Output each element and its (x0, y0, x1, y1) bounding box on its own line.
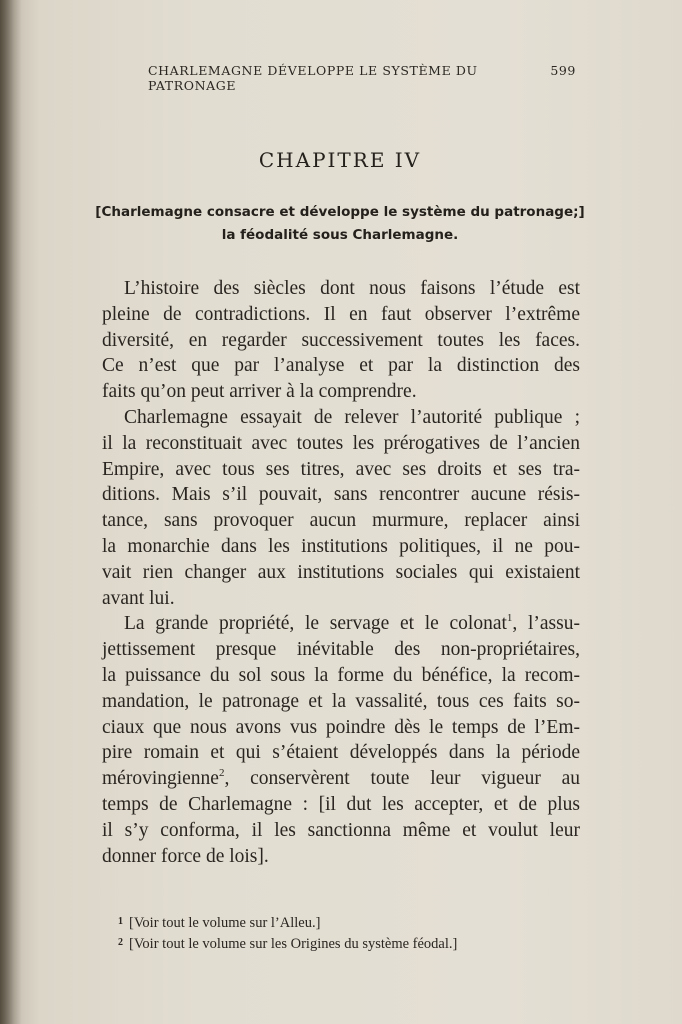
text-line: il s’y conforma, il les sanctionna même et voulut leur (102, 819, 580, 841)
running-title: CHARLEMAGNE DÉVELOPPE LE SYSTÈME DU PATRONAGE (148, 63, 478, 93)
text-line: tance, sans provoquer aucun murmure, replacer ainsi (102, 510, 580, 532)
page-number: 599 (550, 63, 576, 78)
text-line: jettissement presque inévitable des non-propriétaires, (102, 639, 580, 661)
footnote-mark-1: 1 (506, 612, 513, 625)
chapter-title: CHAPITRE IV (258, 148, 422, 172)
text-line: faits qu’on peut arriver à la comprendre. (102, 381, 417, 403)
footnote-text: [Voir tout le volume sur l’Alleu.] (129, 915, 321, 931)
running-head (148, 63, 576, 93)
text-fragment: , l’assu- (512, 613, 580, 635)
text-line: la monarchie dans les institutions politiques, il ne pou- (102, 535, 580, 557)
footnote-number: 2 (118, 937, 123, 948)
chapter-summary (95, 201, 585, 247)
text-line-with-footnote (102, 766, 580, 792)
text-line: mandation, le patronage et la vassalité, tous ces faits so- (102, 690, 580, 712)
text-line: Ce n’est que par l’analyse et par la distinction des (102, 355, 580, 377)
text-line: vait rien changer aux institutions sociales qui existaient (102, 561, 580, 583)
text-line: il la reconstituait avec toutes les prérogatives de l’ancien (102, 432, 580, 454)
text-line: diversité, en regarder successivement toutes les faces. (102, 329, 580, 351)
text-line: Empire, avec tous ses titres, avec ses droits et ses tra- (102, 458, 580, 480)
footnote-number: 1 (118, 916, 123, 927)
footnote-2 (118, 933, 538, 954)
text-line: pleine de contradictions. Il en faut observer l’extrême (102, 303, 580, 325)
text-line: pire romain et qui s’étaient développés dans la période (102, 742, 580, 764)
footnote-text: [Voir tout le volume sur les Origines du système féodal.] (129, 936, 458, 952)
footnote-1 (118, 912, 538, 933)
summary-line: la féodalité sous Charlemagne. (221, 227, 459, 243)
text-line: ditions. Mais s’il pouvait, sans rencontrer aucune résis- (102, 484, 580, 506)
text-fragment: mérovingienne (102, 768, 219, 790)
text-fragment: La grande propriété, le servage et le colonat (124, 613, 507, 635)
summary-line: [Charlemagne consacre et développe le système du patronage;] (95, 204, 585, 220)
text-line: avant lui. (102, 587, 175, 609)
text-line: temps de Charlemagne : [il dut les accepter, et de plus (102, 793, 580, 815)
body-text (102, 276, 580, 869)
footnotes (118, 912, 538, 954)
text-line: L’histoire des siècles dont nous faisons l’étude est (124, 278, 580, 299)
text-fragment: , conservèrent toute leur vigueur au (224, 768, 580, 790)
footnote-mark-2: 2 (218, 767, 225, 780)
text-line: donner force de lois]. (102, 845, 269, 867)
text-line: Charlemagne essayait de relever l’autorité publique ; (124, 406, 580, 428)
text-line: ciaux que nous avons vus poindre dès le temps de l’Em- (102, 716, 580, 738)
text-line-with-footnote (102, 611, 580, 637)
gutter-shadow (0, 0, 22, 1024)
text-line: la puissance du sol sous la forme du bénéfice, la recom- (102, 664, 580, 686)
